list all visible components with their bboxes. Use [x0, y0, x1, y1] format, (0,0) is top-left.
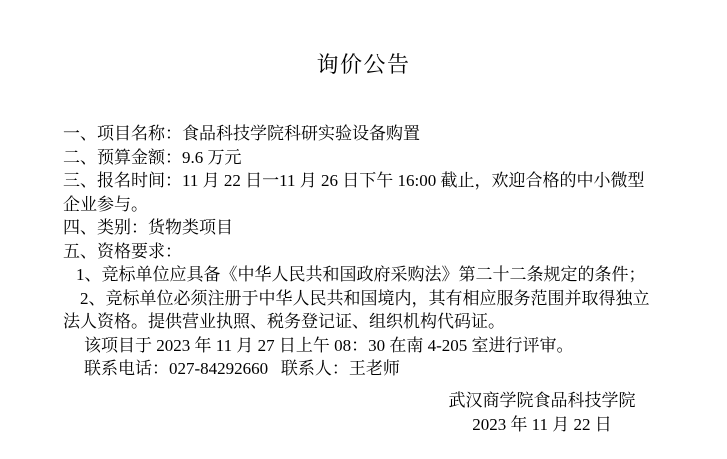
- signature-block: [400, 389, 684, 437]
- line-contact-info: 联系电话：027-84292660 联系人：王老师: [84, 359, 400, 378]
- line-qualification-2: 2、竞标单位必须注册于中华人民共和国境内，其有相应服务范围并取得独立: [80, 288, 650, 308]
- line-project-name: 一、项目名称：食品科技学院科研实验设备购置: [63, 124, 420, 143]
- line-registration-time: 三、报名时间：11 月 22 日一11 月 26 日下午 16:00 截止，欢迎合格的中小微型: [63, 171, 645, 190]
- line-qualification-1: 1、竞标单位应具备《中华人民共和国政府采购法》第二十二条规定的条件；: [76, 265, 646, 284]
- document-title: 询价公告: [316, 52, 411, 77]
- line-registration-time-cont: 企业参与。: [63, 194, 148, 214]
- line-budget: 二、预算金额：9.6 万元: [63, 147, 242, 167]
- document-body: [63, 122, 703, 381]
- signature-org: 武汉商学院食品科技学院: [448, 391, 636, 410]
- signature-date: 2023 年 11 月 22 日: [472, 415, 612, 434]
- line-qualification-2-cont: 法人资格。提供营业执照、税务登记证、组织机构代码证。: [63, 312, 505, 331]
- line-category: 四、类别：货物类项目: [63, 218, 233, 237]
- line-review-time: 该项目于 2023 年 11 月 27 日上午 08：30 在南 4-205 室进行评审。: [84, 335, 574, 355]
- line-qualification-heading: 五、资格要求：: [63, 241, 182, 261]
